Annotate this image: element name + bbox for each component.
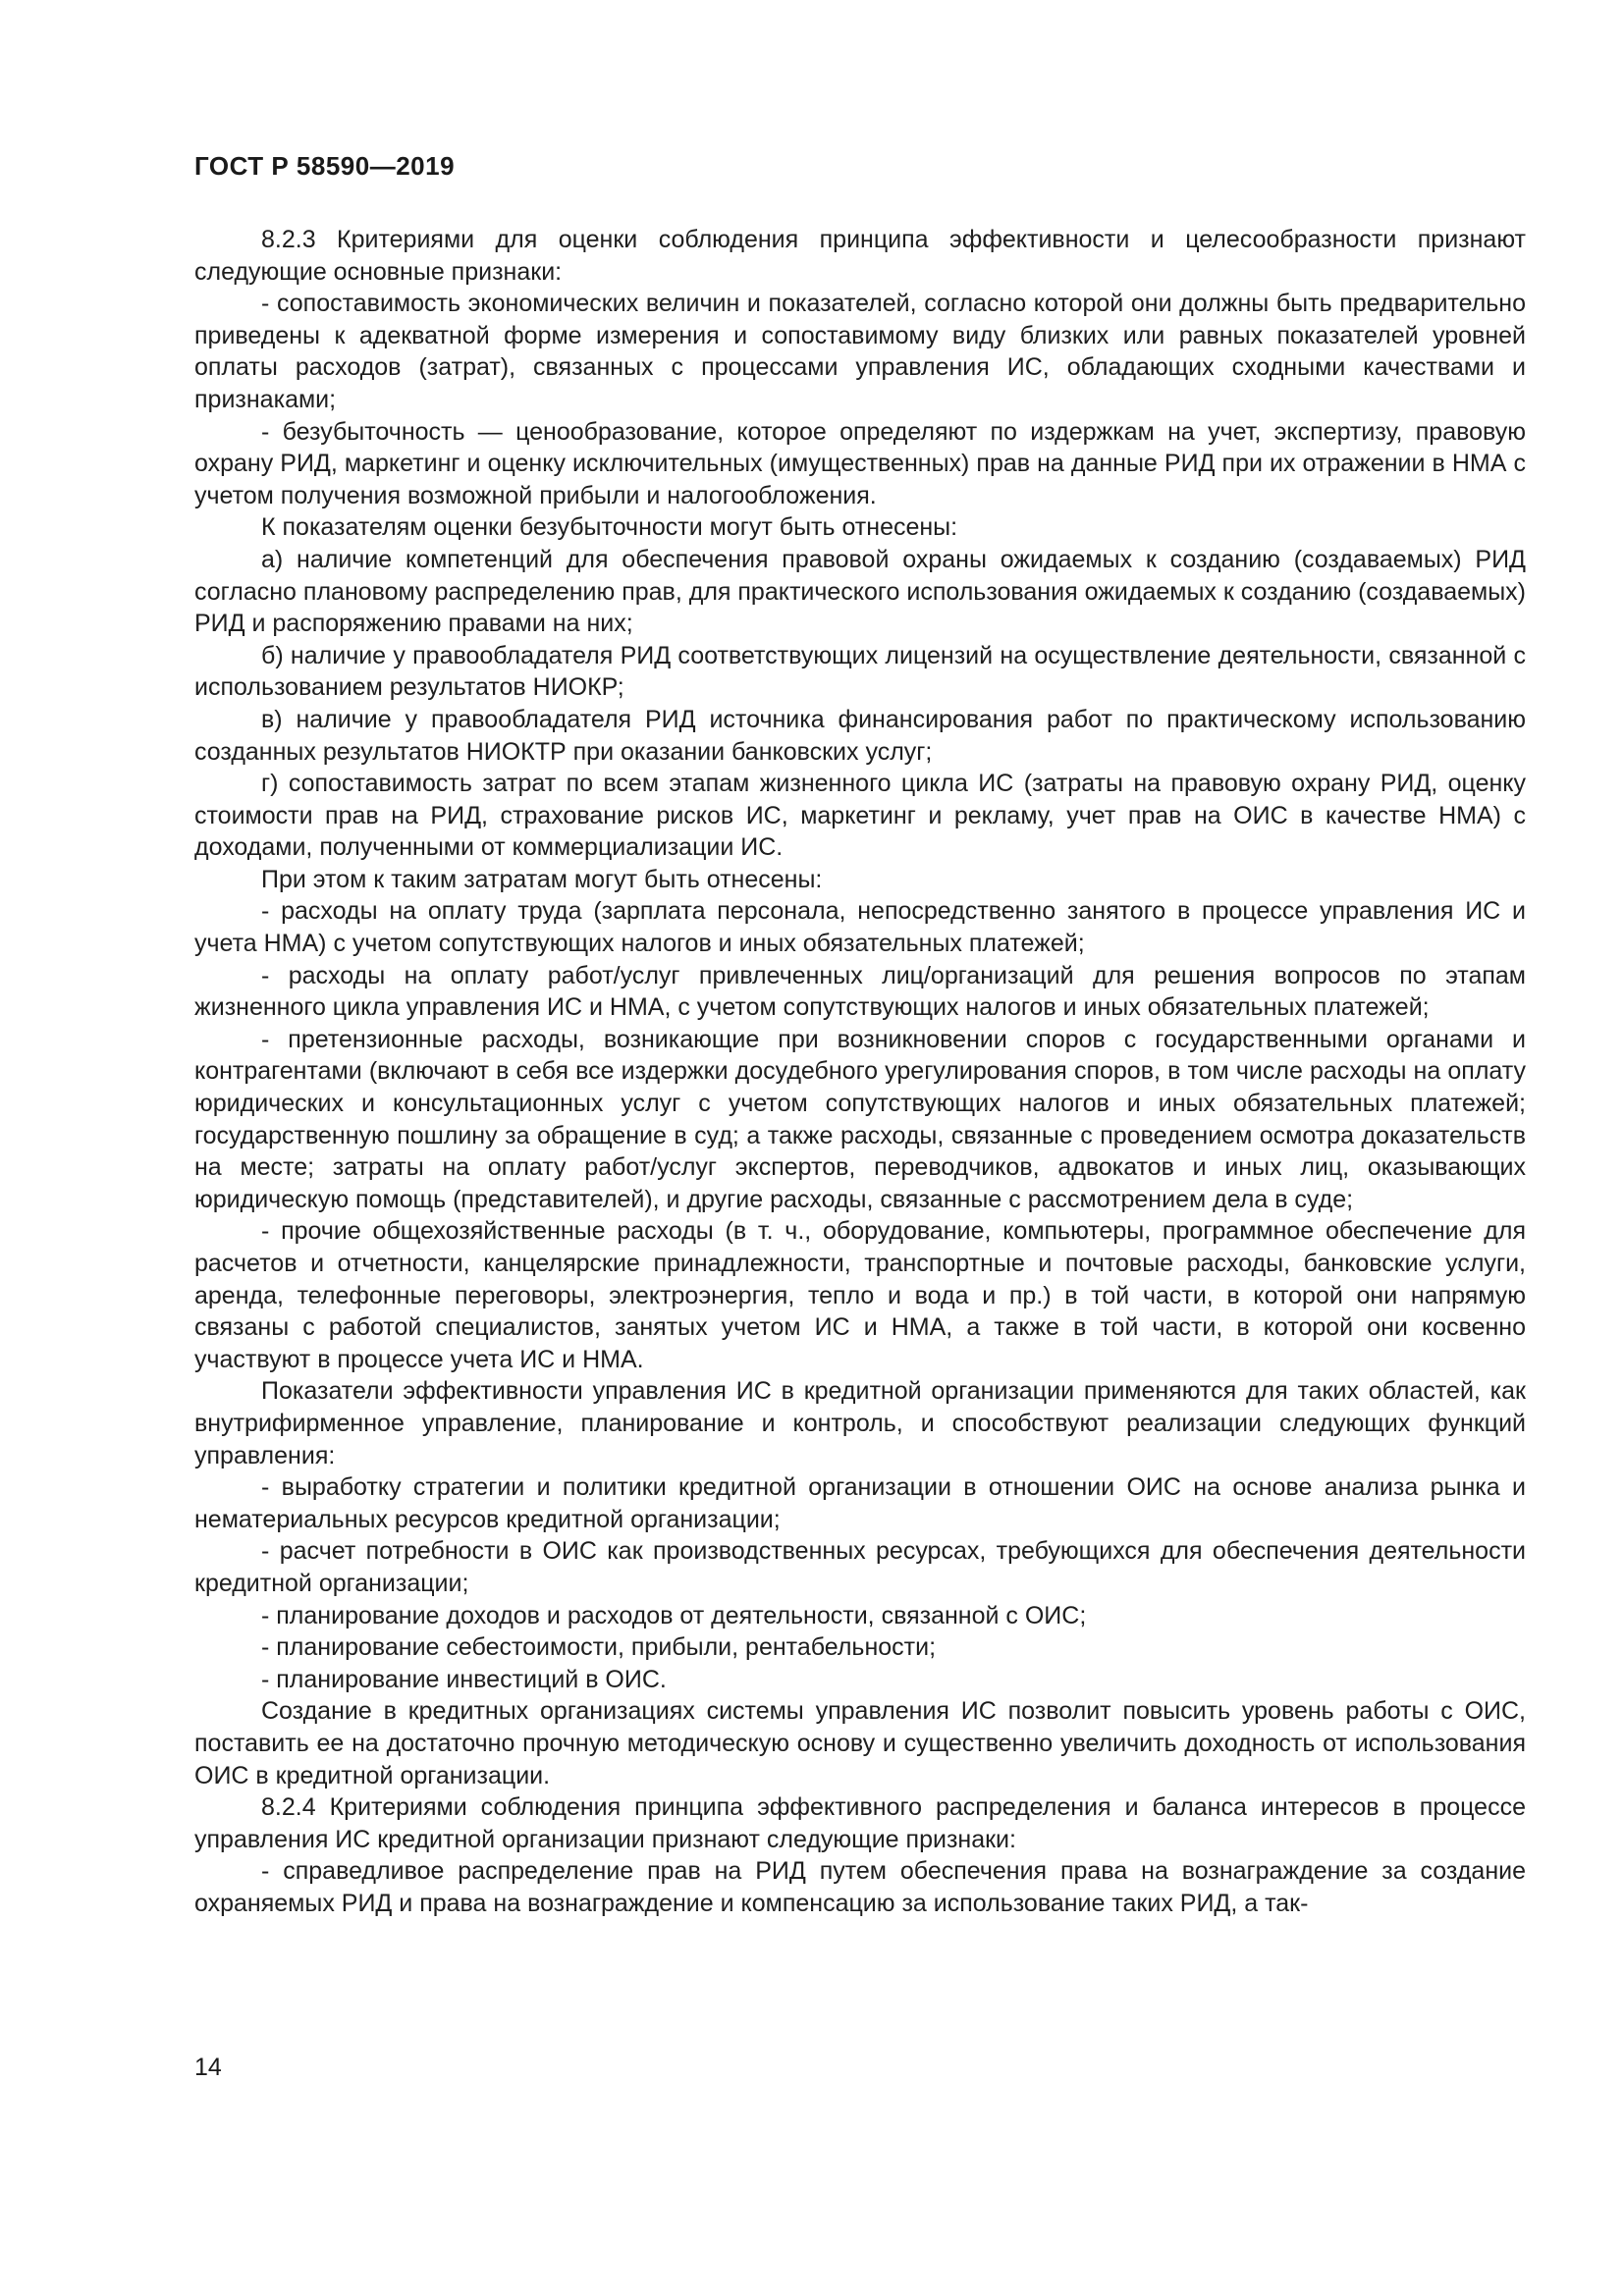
- paragraph: 8.2.4 Критериями соблюдения принципа эффективного распределения и баланса интересов в процессе управления ИС кредитной организации признают следующие признаки:: [194, 1793, 1526, 1853]
- paragraph: Показатели эффективности управления ИС в кредитной организации применяются для таких областей, как внутрифирменное управление, планирование и контроль, и способствуют реализации следующих функций управления:: [194, 1377, 1526, 1469]
- paragraph: К показателям оценки безубыточности могут быть отнесены:: [261, 513, 958, 542]
- document-header-code: ГОСТ Р 58590—2019: [194, 151, 456, 181]
- paragraph: 8.2.3 Критериями для оценки соблюдения принципа эффективности и целесообразности признают следующие основные признаки:: [194, 226, 1526, 286]
- paragraph: Создание в кредитных организациях системы управления ИС позволит повысить уровень работы с ОИС, поставить ее на достаточно прочную методическую основу и существенно увеличить доходность от использования ОИС в кредитной организации.: [194, 1697, 1526, 1789]
- paragraph: в) наличие у правообладателя РИД источника финансирования работ по практическому использованию созданных результатов НИОКТР при оказании банковских услуг;: [194, 705, 1526, 766]
- paragraph: а) наличие компетенций для обеспечения правовой охраны ожидаемых к созданию (создаваемых) РИД согласно плановому распределению прав, для практического использования ожидаемых к созданию (создаваемых) РИД и распоряжению правами на них;: [194, 545, 1526, 638]
- paragraph: б) наличие у правообладателя РИД соответствующих лицензий на осуществление деятельности, связанной с использованием результатов НИОКР;: [194, 641, 1526, 702]
- paragraph: - безубыточность — ценообразование, которое определяют по издержкам на учет, экспертизу, правовую охрану РИД, маркетинг и оценку исключительных (имущественных) прав на данные РИД при их отражении в НМА с учетом получения возможной прибыли и налогообложения.: [194, 417, 1526, 509]
- document-body: [194, 224, 1526, 1919]
- paragraph: г) сопоставимость затрат по всем этапам жизненного цикла ИС (затраты на правовую охрану РИД, оценку стоимости прав на РИД, страхование рисков ИС, маркетинг и рекламу, учет прав на ОИС в качестве НМА) с доходами, полученными от коммерциализации ИС.: [194, 770, 1526, 862]
- paragraph: - планирование доходов и расходов от деятельности, связанной с ОИС;: [261, 1601, 1087, 1629]
- paragraph: - расчет потребности в ОИС как производственных ресурсах, требующихся для обеспечения деятельности кредитной организации;: [194, 1537, 1526, 1597]
- paragraph: - справедливое распределение прав на РИД путем обеспечения права на вознаграждение за создание охраняемых РИД и права на вознаграждение и компенсацию за использование таких РИД, а так-: [194, 1857, 1526, 1917]
- paragraph: - выработку стратегии и политики кредитной организации в отношении ОИС на основе анализа рынка и нематериальных ресурсов кредитной организации;: [194, 1473, 1526, 1533]
- paragraph: - планирование себестоимости, прибыли, рентабельности;: [261, 1633, 937, 1662]
- paragraph: - расходы на оплату работ/услуг привлеченных лиц/организаций для решения вопросов по этапам жизненного цикла управления ИС и НМА, с учетом сопутствующих налогов и иных обязательных платежей;: [194, 961, 1526, 1022]
- paragraph: При этом к таким затратам могут быть отнесены:: [261, 865, 823, 893]
- paragraph: - планирование инвестиций в ОИС.: [261, 1665, 667, 1693]
- paragraph: - расходы на оплату труда (зарплата персонала, непосредственно занятого в процессе управления ИС и учета НМА) с учетом сопутствующих налогов и иных обязательных платежей;: [194, 897, 1526, 958]
- page-number: 14: [194, 2054, 222, 2081]
- paragraph: - претензионные расходы, возникающие при возникновении споров с государственными органами и контрагентами (включают в себя все издержки досудебного урегулирования споров, в том числе расходы на оплату юридических и консультационных услуг с учетом сопутствующих налогов и иных обязательных платежей; государственную пошлину за обращение в суд; а также расходы, связанные с проведением осмотра доказательств на месте; затраты на оплату работ/услуг экспертов, переводчиков, адвокатов и иных лиц, оказывающих юридическую помощь (представителей), и другие расходы, связанные с рассмотрением дела в суде;: [194, 1025, 1526, 1213]
- paragraph: - прочие общехозяйственные расходы (в т. ч., оборудование, компьютеры, программное обеспечение для расчетов и отчетности, канцелярские принадлежности, транспортные и почтовые расходы, банковские услуги, аренда, телефонные переговоры, электроэнергия, тепло и вода и пр.) в той части, в которой они напрямую связаны с работой специалистов, занятых учетом ИС и НМА, а также в той части, в которой они косвенно участвуют в процессе учета ИС и НМА.: [194, 1217, 1526, 1373]
- paragraph: - сопоставимость экономических величин и показателей, согласно которой они должны быть предварительно приведены к адекватной форме измерения и сопоставимому виду близких или равных показателей уровней оплаты расходов (затрат), связанных с процессами управления ИС, обладающих сходными качествами и признаками;: [194, 290, 1526, 413]
